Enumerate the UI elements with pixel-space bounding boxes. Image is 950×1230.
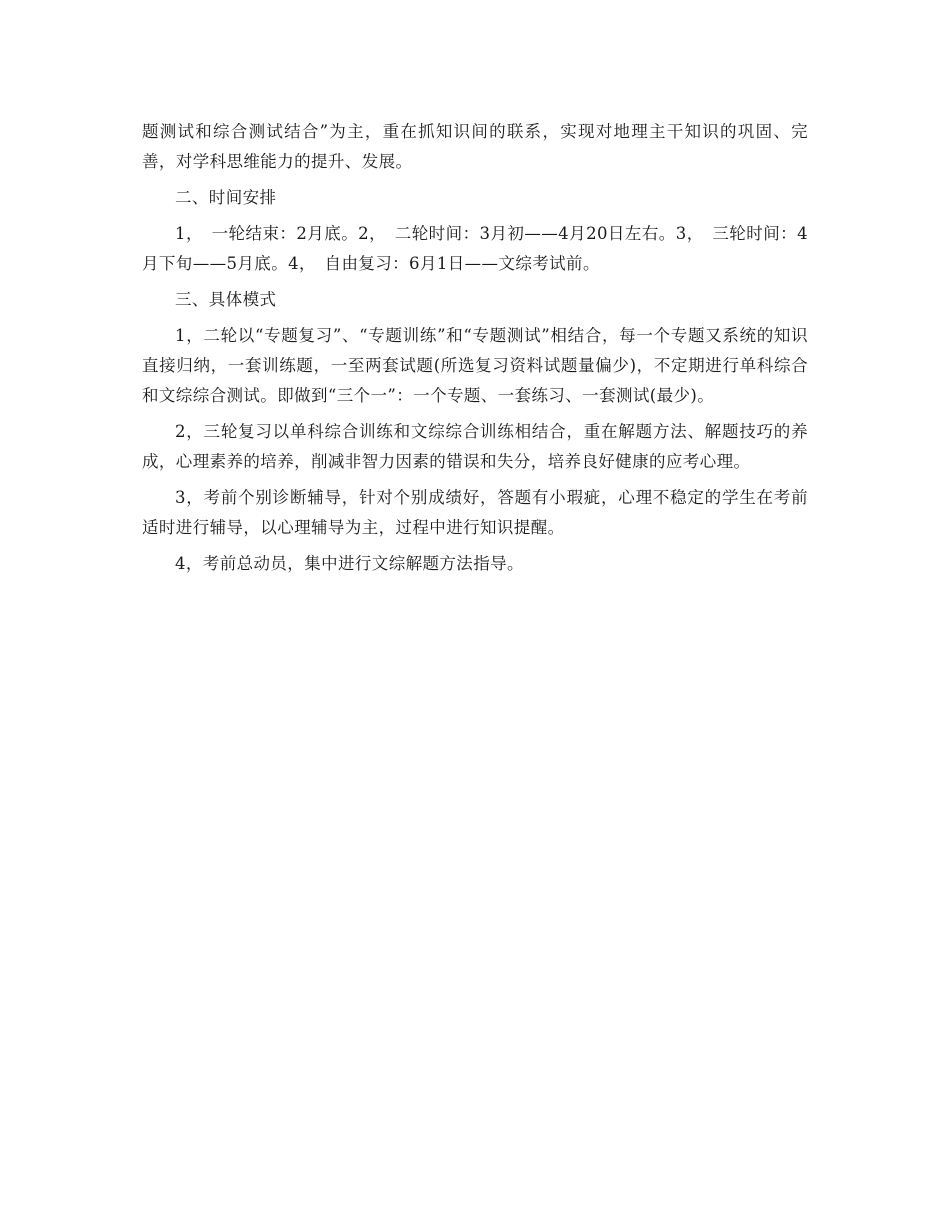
paragraph-mode-3: 3，考前个别诊断辅导，针对个别成绩好，答题有小瑕疵，心理不稳定的学生在考前适时进行辅导，以心理辅导为主，过程中进行知识提醒。 <box>142 488 808 537</box>
paragraph-mode-4: 4，考前总动员，集中进行文综解题方法指导。 <box>175 554 524 573</box>
document-body <box>142 117 808 585</box>
section-heading-mode: 三、具体模式 <box>175 290 277 309</box>
paragraph-continuation: 题测试和综合测试结合”为主，重在抓知识间的联系，实现对地理主干知识的巩固、完善，对学科思维能力的提升、发展。 <box>142 122 808 171</box>
paragraph-mode-2: 2，三轮复习以单科综合训练和文综综合训练相结合，重在解题方法、解题技巧的养成，心理素养的培养，削减非智力因素的错误和失分，培养良好健康的应考心理。 <box>142 422 808 471</box>
paragraph-mode-1: 1，二轮以“专题复习”、“专题训练”和“专题测试”相结合，每一个专题又系统的知识直接归纳，一套训练题，一至两套试题(所选复习资料试题量偏少)，不定期进行单科综合和文综综合测试。即做到“三个一”：一个专题、一套练习、一套测试(最少)。 <box>142 326 808 405</box>
paragraph-schedule: 1， 一轮结束：2月底。2， 二轮时间：3月初——4月20日左右。3， 三轮时间：4月下旬——5月底。4， 自由复习：6月1日——文综考试前。 <box>142 224 808 273</box>
section-heading-schedule: 二、时间安排 <box>175 188 277 207</box>
